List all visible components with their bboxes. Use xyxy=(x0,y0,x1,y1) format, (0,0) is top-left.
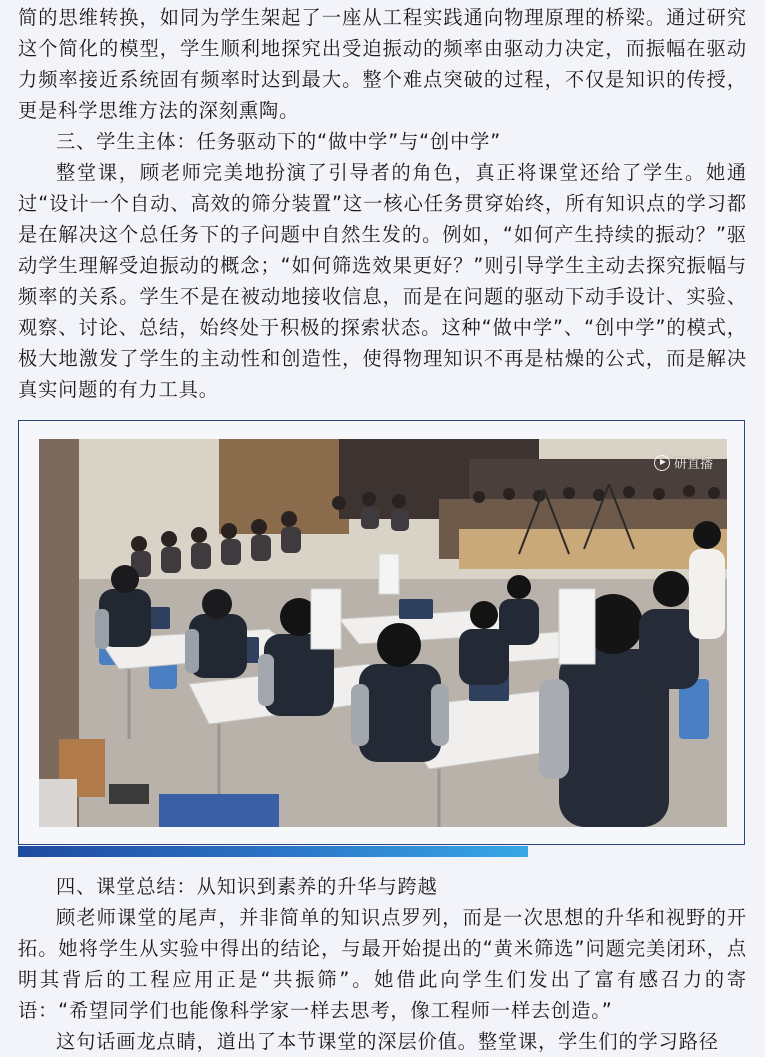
section-heading: 三、学生主体：任务驱动下的“做中学”与“创中学” xyxy=(56,130,502,153)
watermark xyxy=(654,453,713,472)
play-icon xyxy=(654,455,670,471)
photo-frame xyxy=(18,420,745,845)
article-paragraph: 整堂课，顾老师完美地扮演了引导者的角色，真正将课堂还给了学生。她通过“设计一个自动、高效的筛分装置”这一核心任务贯穿始终，所有知识点的学习都是在解决这个总任务下的子问题中自然生发的。例如，“如何产生持续的振动？”驱动学生理解受迫振动的概念；“如何筛选效果更好？”则引导学生主动去探究振幅与频率的关系。学生不是在被动地接收信息，而是在问题的驱动下动手设计、实验、观察、讨论、总结，始终处于积极的探索状态。这种“做中学”、“创中学”的模式，极大地激发了学生的主动性和创造性，使得物理知识不再是枯燥的公式，而是解决真实问题的有力工具。 xyxy=(18,161,747,401)
classroom-photo xyxy=(39,439,727,827)
accent-bar xyxy=(18,846,528,857)
article-body-bottom xyxy=(18,871,747,1057)
article-paragraph: 顾老师课堂的尾声，并非简单的知识点罗列，而是一次思想的升华和视野的开拓。她将学生从实验中得出的结论，与最开始提出的“黄米筛选”问题完美闭环，点明其背后的工程应用正是“共振筛”。她借此向学生们发出了富有感召力的寄语：“希望同学们也能像科学家一样去思考，像工程师一样去创造。” xyxy=(18,906,747,1022)
section-heading: 四、课堂总结：从知识到素养的升华与跨越 xyxy=(56,875,438,898)
watermark-text: 研直播 xyxy=(673,457,713,472)
article-body-top xyxy=(18,2,747,405)
article-paragraph: 这句话画龙点睛，道出了本节课堂的深层价值。整堂课，学生们的学习路径 xyxy=(56,1030,719,1053)
article-paragraph: 简的思维转换，如同为学生架起了一座从工程实践通向物理原理的桥梁。通过研究这个简化的模型，学生顺利地探究出受迫振动的频率由驱动力决定，而振幅在驱动力频率接近系统固有频率时达到最大。整个难点突破的过程，不仅是知识的传授，更是科学思维方法的深刻熏陶。 xyxy=(18,6,747,122)
